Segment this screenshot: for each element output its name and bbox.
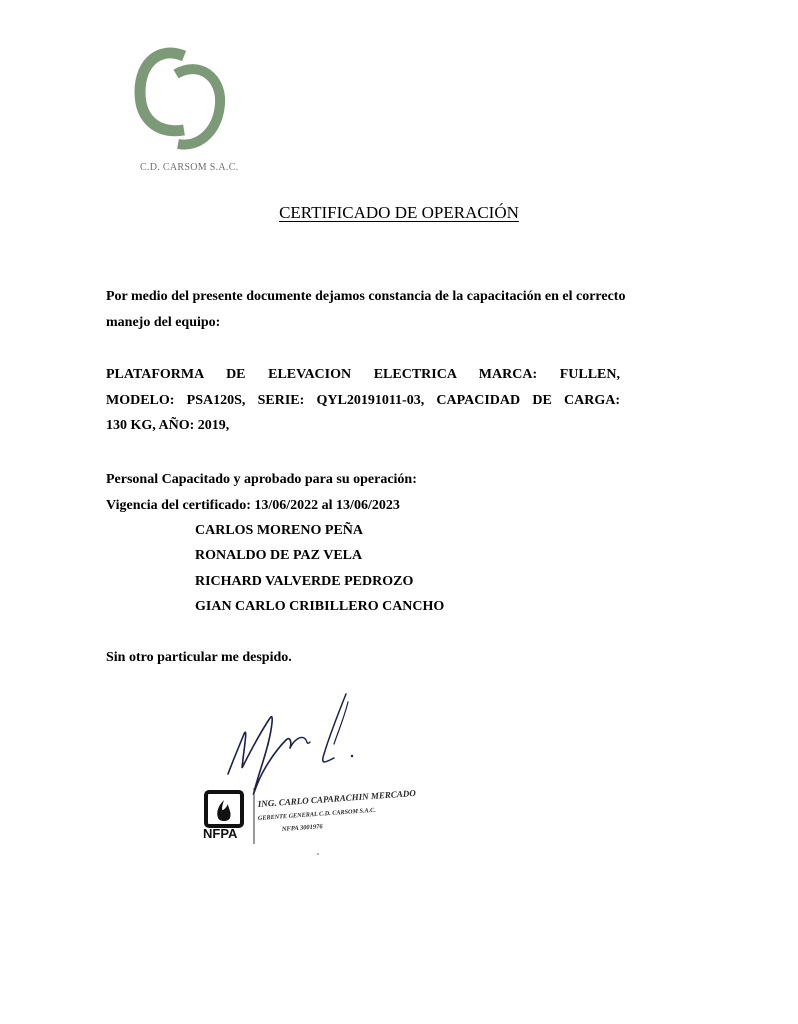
document-title <box>0 203 798 223</box>
trained-personnel-list <box>195 518 444 619</box>
intro-line-1: Por medio del presente documente dejamos constancia de la capacitación en el correcto <box>106 289 626 304</box>
personal-label: Personal Capacitado y aprobado para su operación: <box>106 472 417 487</box>
stamp-signer-id: NFPA 3001976 <box>281 823 323 833</box>
personal-section <box>106 467 417 518</box>
validity-line: Vigencia del certificado: 13/06/2022 al 13/06/2023 <box>106 497 400 513</box>
stamp-signer-title: GERENTE GENERAL C.D. CARSOM S.A.C. <box>257 806 377 822</box>
person-name: RICHARD VALVERDE PEDROZO <box>195 573 414 589</box>
person-name: GIAN CARLO CRIBILLERO CANCHO <box>195 598 445 614</box>
equipment-line-1: PLATAFORMA DE ELEVACION ELECTRICA MARCA: FULLEN, <box>106 367 620 382</box>
document-title-text: CERTIFICADO DE OPERACIÓN <box>279 203 519 222</box>
company-name: C.D. CARSOM S.A.C. <box>140 162 239 173</box>
handwritten-signature <box>198 688 417 858</box>
svg-text:NFPA: NFPA <box>203 826 238 841</box>
intro-paragraph <box>106 284 625 335</box>
person-name: CARLOS MORENO PEÑA <box>195 523 364 538</box>
equipment-line-3: 130 KG, AÑO: 2019, <box>106 418 230 433</box>
stamp-signer-name: ING. CARLO CAPARACHIN MERCADO <box>257 787 417 809</box>
intro-line-2: manejo del equipo: <box>106 314 221 330</box>
nfpa-seal-icon <box>203 792 242 841</box>
person-name: RONALDO DE PAZ VELA <box>195 548 363 564</box>
equipment-line-2: MODELO: PSA120S, SERIE: QYL20191011-03, CAPACIDAD DE CARGA: <box>106 392 620 408</box>
closing-line: Sin otro particular me despido. <box>106 650 292 665</box>
equipment-paragraph <box>106 362 620 439</box>
cd-logo-mark <box>132 44 232 159</box>
company-logo <box>132 44 239 176</box>
signature-stamp <box>198 688 417 858</box>
